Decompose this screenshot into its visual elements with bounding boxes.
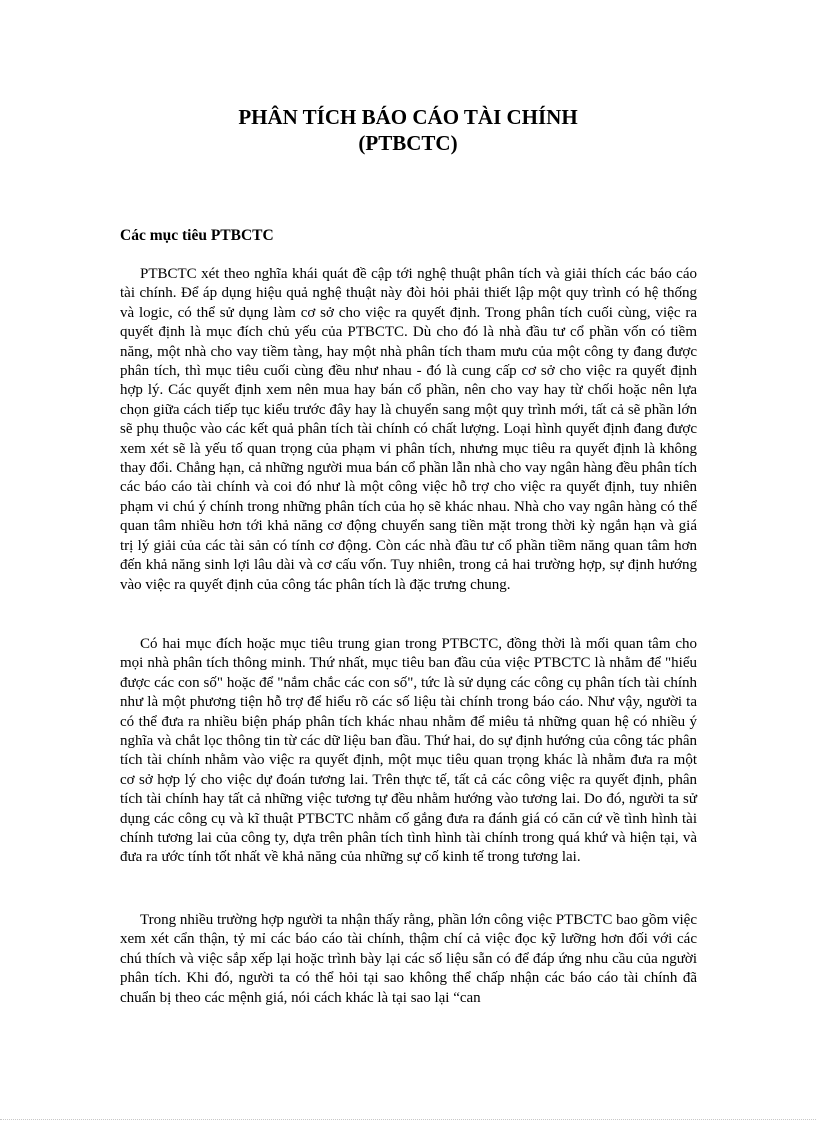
document-title: PHÂN TÍCH BÁO CÁO TÀI CHÍNH	[238, 105, 578, 129]
document-title-abbreviation: (PTBCTC)	[358, 131, 458, 155]
page-bottom-edge	[0, 1119, 816, 1121]
paragraph: Có hai mục đích hoặc mục tiêu trung gian trong PTBCTC, đồng thời là mối quan tâm cho mọi nhà phân tích thông minh. Thứ nhất, mục tiêu ban đầu của việc PTBCTC là nhằm để "hiểu được các con số" hoặc để "nắm chắc các con số", tức là sử dụng các công cụ phân tích tài chính như là một phương tiện hỗ trợ để hiểu rõ các số liệu tài chính trong báo cáo. Như vậy, người ta có thể đưa ra nhiều biện pháp phân tích khác nhau nhằm để miêu tả những quan hệ có nhiều ý nghĩa và chắt lọc thông tin từ các dữ liệu ban đầu. Thứ hai, do sự định hướng của công tác phân tích tài chính nhằm vào việc ra quyết định, một mục tiêu quan trọng khác là nhằm đưa ra một cơ sở hợp lý cho việc dự đoán tương lai. Trên thực tế, tất cả các công việc ra quyết định, phân tích tài chính hay tất cả những việc tương tự đều nhằm hướng vào tương lai. Do đó, người ta sử dụng các công cụ và kĩ thuật PTBCTC nhằm cố gắng đưa ra đánh giá có căn cứ về tình hình tài chính tương lai của công ty, dựa trên phân tích tình hình tài chính trong quá khứ và hiện tại, và đưa ra ước tính tốt nhất về khả năng của những sự cố kinh tế trong tương lai.	[120, 636, 697, 866]
paragraph: Trong nhiều trường hợp người ta nhận thấy rằng, phần lớn công việc PTBCTC bao gồm việc xem xét cẩn thận, tỷ mỉ các báo cáo tài chính, thậm chí cả việc đọc kỹ lưỡng hơn đối với các chú thích và việc sắp xếp lại hoặc trình bày lại các số liệu sẵn có để đáp ứng nhu cầu của người phân tích. Khi đó, người ta có thể hỏi tại sao không thể chấp nhận các báo cáo tài chính đã chuẩn bị theo các mệnh giá, nói cách khác là tại sao lại “can	[120, 912, 697, 1006]
paragraph: PTBCTC xét theo nghĩa khái quát đề cập tới nghệ thuật phân tích và giải thích các báo cáo tài chính. Để áp dụng hiệu quả nghệ thuật này đòi hỏi phải thiết lập một quy trình có hệ thống và logic, có thể sử dụng làm cơ sở cho việc ra quyết định. Trong phân tích cuối cùng, việc ra quyết định là mục đích chủ yếu của PTBCTC. Dù cho đó là nhà đầu tư cổ phần vốn có tiềm năng, một nhà cho vay tiềm tàng, hay một nhà phân tích tham mưu của một công ty đang được phân tích, thì mục tiêu cuối cùng đều như nhau - đó là cung cấp cơ sở cho việc ra quyết định hợp lý. Các quyết định xem nên mua hay bán cổ phần, nên cho vay hay từ chối hoặc nên lựa chọn giữa cách tiếp tục kiểu trước đây hay là chuyển sang một quy trình mới, tất cả sẽ phần lớn sẽ phụ thuộc vào các kết quả phân tích tài chính có chất lượng. Loại hình quyết định đang được xem xét sẽ là yếu tố quan trọng của phạm vi phân tích, nhưng mục tiêu ra quyết định là không thay đổi. Chẳng hạn, cả những người mua bán cổ phần lẫn nhà cho vay ngân hàng đều phân tích các báo cáo tài chính và coi đó như là một công việc hỗ trợ cho việc ra quyết định, tuy nhiên phạm vi chú ý chính trong những phân tích của họ sẽ khác nhau. Nhà cho vay ngân hàng có thể quan tâm nhiều hơn tới khả năng cơ động chuyển sang tiền mặt trong thời kỳ ngắn hạn và giá trị lý giải của các tài sản có tính cơ động. Còn các nhà đầu tư cổ phần tiềm năng quan tâm hơn đến khả năng sinh lợi lâu dài và cơ cấu vốn. Tuy nhiên, trong cả hai trường hợp, sự định hướng vào việc ra quyết định của công tác phân tích là đặc trưng chung.	[120, 266, 697, 593]
section-heading: Các mục tiêu PTBCTC	[120, 227, 274, 244]
